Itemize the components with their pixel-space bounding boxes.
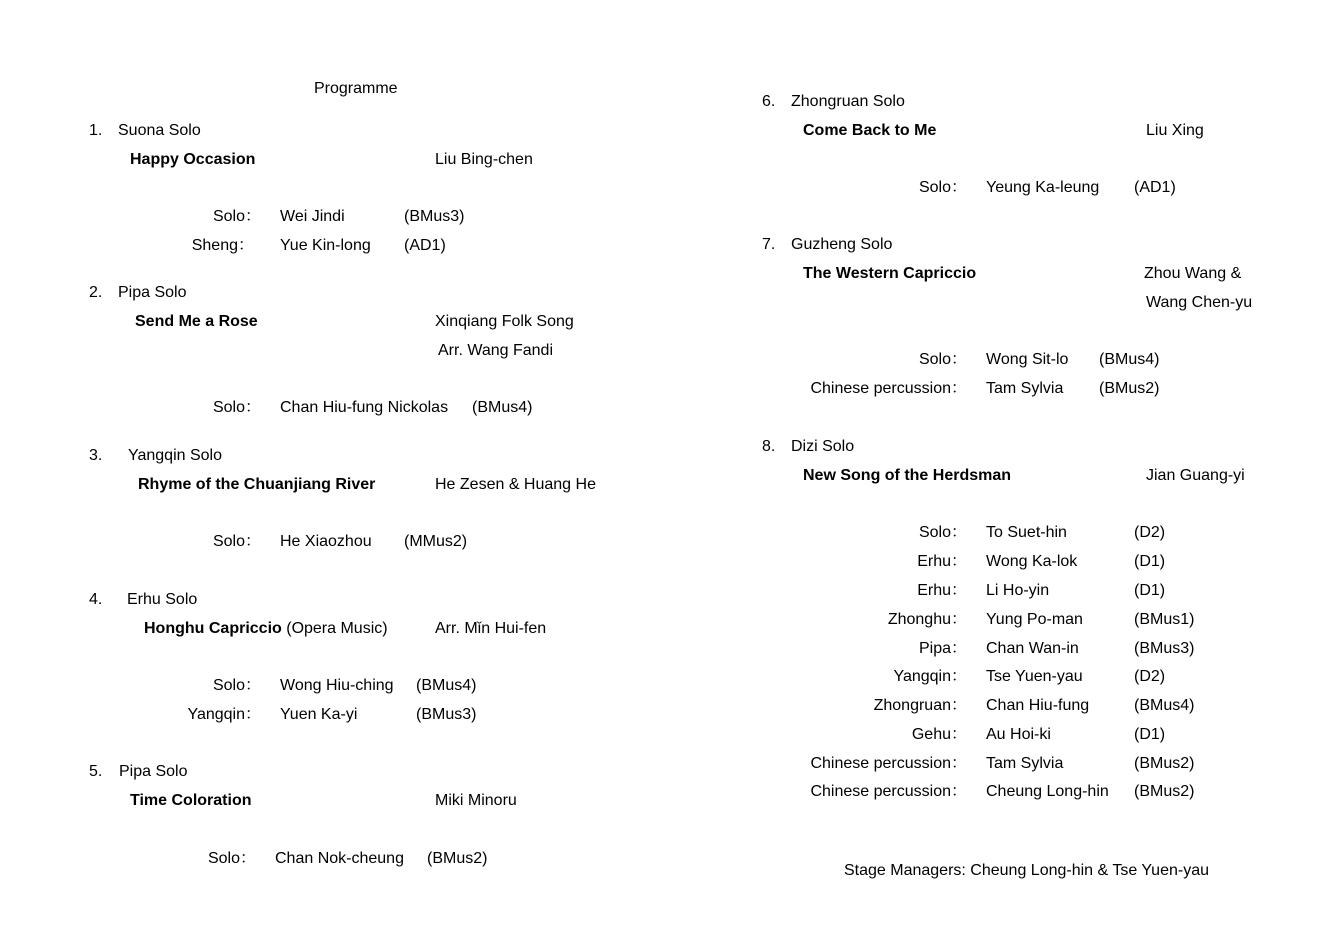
- performer-role: Pipa：: [918, 640, 967, 657]
- item-title: New Song of the Herdsman: [803, 467, 1012, 484]
- item-number: 7.: [762, 236, 776, 253]
- item-type: Pipa Solo: [118, 284, 187, 301]
- item-title: Come Back to Me: [803, 122, 937, 139]
- performer-grade: (BMus1): [1134, 611, 1195, 628]
- performer-role: Solo：: [212, 677, 261, 694]
- item-composer: Jian Guang-yi: [1146, 467, 1245, 484]
- performer-grade: (D1): [1134, 553, 1166, 570]
- item-title-line: [144, 619, 388, 639]
- performer-role: Solo：: [918, 179, 967, 196]
- performer-role: Solo：: [212, 399, 261, 416]
- performer-name: Tse Yuen-yau: [986, 668, 1083, 685]
- performer-name: Tam Sylvia: [986, 380, 1064, 397]
- item-composer: Zhou Wang &: [1144, 265, 1242, 282]
- item-number: 6.: [762, 93, 776, 110]
- item-type: Yangqin Solo: [128, 447, 222, 464]
- performer-grade: (BMus3): [416, 706, 477, 723]
- performer-role: Erhu：: [917, 582, 967, 599]
- performer-name: Chan Hiu-fung Nickolas: [280, 399, 449, 416]
- performer-role: Chinese percussion：: [810, 380, 967, 397]
- performer-name: Wong Hiu-ching: [280, 677, 394, 694]
- performer-name: To Suet-hin: [986, 524, 1067, 541]
- item-composer: Xinqiang Folk Song: [435, 313, 574, 330]
- performer-grade: (MMus2): [404, 533, 468, 550]
- performer-grade: (D1): [1134, 726, 1166, 743]
- performer-role: Yangqin：: [187, 706, 261, 723]
- item-number: 3.: [89, 447, 103, 464]
- item-title: Time Coloration: [130, 792, 252, 809]
- performer-name: Chan Wan-in: [986, 640, 1079, 657]
- performer-role: Gehu：: [911, 726, 967, 743]
- programme-heading: Programme: [314, 80, 398, 97]
- performer-role: Solo：: [212, 208, 261, 225]
- item-number: 8.: [762, 438, 776, 455]
- performer-role: Zhongruan：: [873, 697, 967, 714]
- performer-role: Yangqin：: [893, 668, 967, 685]
- item-composer-line2: Wang Chen-yu: [1146, 294, 1253, 311]
- item-arranger: Arr. Wang Fandi: [438, 342, 554, 359]
- item-type: Pipa Solo: [119, 763, 188, 780]
- performer-name: Yue Kin-long: [280, 237, 371, 254]
- performer-name: Chan Nok-cheung: [275, 850, 404, 867]
- performer-name: Au Hoi-ki: [986, 726, 1051, 743]
- performer-grade: (AD1): [1134, 179, 1176, 196]
- performer-name: Wong Sit-lo: [986, 351, 1069, 368]
- performer-name: Wei Jindi: [280, 208, 345, 225]
- performer-name: Yuen Ka-yi: [280, 706, 358, 723]
- item-number: 2.: [89, 284, 103, 301]
- performer-role: Solo：: [207, 850, 256, 867]
- performer-grade: (BMus2): [1134, 783, 1195, 800]
- performer-name: Chan Hiu-fung: [986, 697, 1090, 714]
- item-title: Honghu Capriccio: [144, 620, 282, 637]
- performer-name: Li Ho-yin: [986, 582, 1050, 599]
- item-type: Zhongruan Solo: [791, 93, 905, 110]
- performer-grade: (BMus3): [1134, 640, 1195, 657]
- item-number: 1.: [89, 122, 103, 139]
- performer-role: Solo：: [918, 351, 967, 368]
- item-number: 5.: [89, 763, 103, 780]
- performer-grade: (AD1): [404, 237, 446, 254]
- item-type: Suona Solo: [118, 122, 201, 139]
- performer-role: Chinese percussion：: [810, 783, 967, 800]
- performer-name: Wong Ka-lok: [986, 553, 1078, 570]
- performer-role: Zhonghu：: [887, 611, 967, 628]
- performer-role: Solo：: [212, 533, 261, 550]
- performer-grade: (D1): [1134, 582, 1166, 599]
- performer-role: Sheng：: [191, 237, 254, 254]
- item-number: 4.: [89, 591, 103, 608]
- item-title-suffix: (Opera Music): [286, 620, 388, 637]
- performer-grade: (BMus2): [427, 850, 488, 867]
- item-title: Happy Occasion: [130, 151, 256, 168]
- item-composer: Arr. Mǐn Hui-fen: [435, 620, 547, 637]
- item-composer: He Zesen & Huang He: [435, 476, 596, 493]
- performer-grade: (BMus4): [416, 677, 477, 694]
- item-type: Guzheng Solo: [791, 236, 893, 253]
- performer-role: Solo：: [918, 524, 967, 541]
- stage-managers-note: Stage Managers: Cheung Long-hin & Tse Yuen-yau: [844, 862, 1209, 879]
- performer-grade: (BMus2): [1134, 755, 1195, 772]
- performer-name: He Xiaozhou: [280, 533, 372, 550]
- item-title: Rhyme of the Chuanjiang River: [138, 476, 376, 493]
- performer-grade: (BMus3): [404, 208, 465, 225]
- performer-role: Chinese percussion：: [810, 755, 967, 772]
- performer-grade: (D2): [1134, 668, 1166, 685]
- performer-name: Yung Po-man: [986, 611, 1083, 628]
- item-composer: Liu Bing-chen: [435, 151, 533, 168]
- performer-name: Yeung Ka-leung: [986, 179, 1100, 196]
- performer-grade: (BMus4): [1134, 697, 1195, 714]
- item-type: Erhu Solo: [127, 591, 198, 608]
- item-title: Send Me a Rose: [135, 313, 258, 330]
- item-title: The Western Capriccio: [803, 265, 977, 282]
- performer-name: Cheung Long-hin: [986, 783, 1109, 800]
- performer-grade: (D2): [1134, 524, 1166, 541]
- performer-name: Tam Sylvia: [986, 755, 1064, 772]
- item-composer: Liu Xing: [1146, 122, 1204, 139]
- item-composer: Miki Minoru: [435, 792, 517, 809]
- performer-role: Erhu：: [917, 553, 967, 570]
- performer-grade: (BMus4): [1099, 351, 1160, 368]
- item-type: Dizi Solo: [791, 438, 855, 455]
- performer-grade: (BMus4): [472, 399, 533, 416]
- performer-grade: (BMus2): [1099, 380, 1160, 397]
